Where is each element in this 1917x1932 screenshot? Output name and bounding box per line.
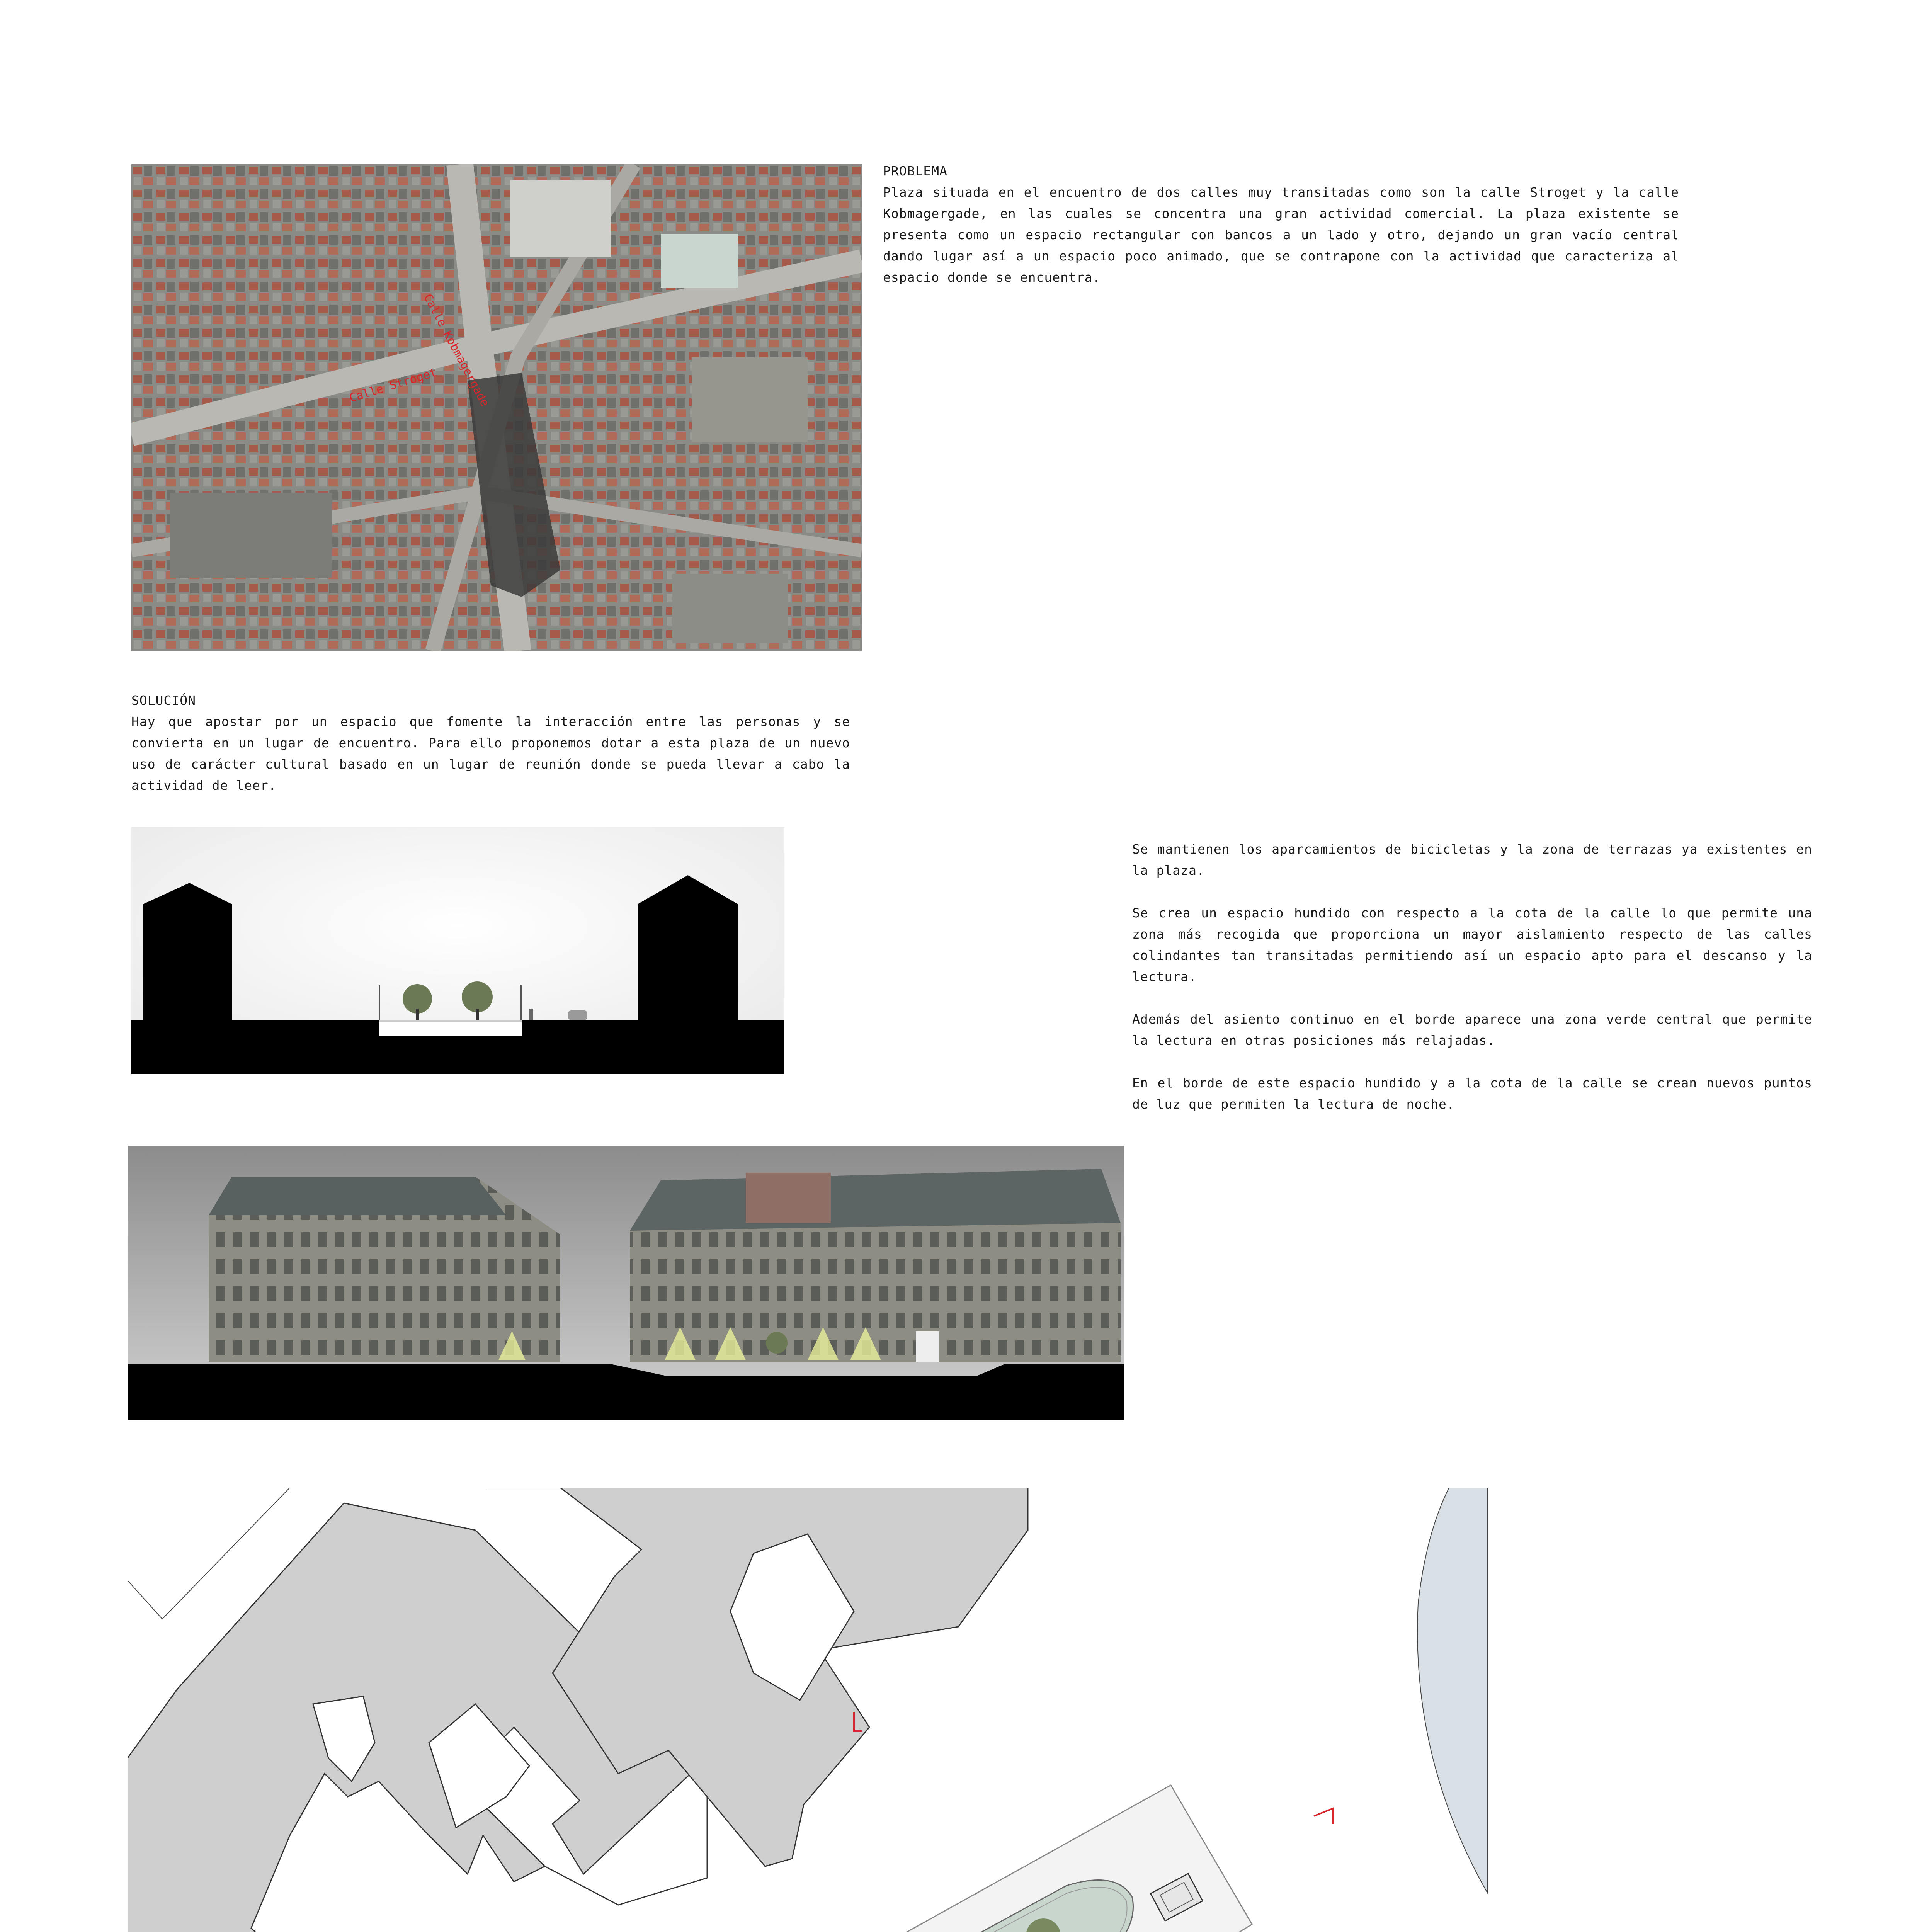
- solucion-block: [131, 690, 850, 796]
- problema-body: Plaza situada en el encuentro de dos calles muy transitadas como son la calle Stroget y la calle Kobmagergade, en las cuales se concentra una gran actividad comercial. La plaza existente se presenta como un espacio rectangular con bancos a un lado y otro, dejando un gran vacío central dando lugar así a un espacio poco animado, que se contrapone con la actividad que caracteriza al espacio donde se encuentra.: [883, 185, 1679, 285]
- problema-title: PROBLEMA: [883, 163, 947, 179]
- description-paragraph-3: Además del asiento continuo en el borde aparece una zona verde central que permite la lectura en otras posiciones más relajadas.: [1132, 1012, 1812, 1048]
- elevation-render: [128, 1146, 1124, 1420]
- problema-block: [883, 160, 1679, 288]
- description-paragraph-4: En el borde de este espacio hundido y a la cota de la calle se crean nuevos puntos de luz que permiten la lectura de noche.: [1132, 1075, 1812, 1112]
- aerial-photo: [131, 164, 862, 651]
- street-label-stroget: Calle Stroget: [348, 366, 439, 405]
- description-paragraph-1: Se mantienen los aparcamientos de bicicletas y la zona de terrazas ya existentes en la plaza.: [1132, 842, 1812, 878]
- solucion-title: SOLUCIÓN: [131, 693, 196, 708]
- site-plan: [128, 1488, 1488, 1932]
- description-block: [1132, 838, 1812, 1136]
- solucion-body: Hay que apostar por un espacio que fomente la interacción entre las personas y se convierta en un lugar de encuentro. Para ello proponemos dotar a esta plaza de un nuevo uso de carácter cultural basado en un lugar de reunión donde se pueda llevar a cabo la actividad de leer.: [131, 714, 850, 793]
- cross-section-drawing: [131, 827, 784, 1074]
- description-paragraph-2: Se crea un espacio hundido con respecto a la cota de la calle lo que permite una zona más recogida que proporciona un mayor aislamiento respecto de las calles colindantes tan transitadas permitiendo así un espacio apto para el descanso y la lectura.: [1132, 905, 1812, 984]
- street-label-kobmagergade: Calle Kobmagergade: [421, 292, 492, 409]
